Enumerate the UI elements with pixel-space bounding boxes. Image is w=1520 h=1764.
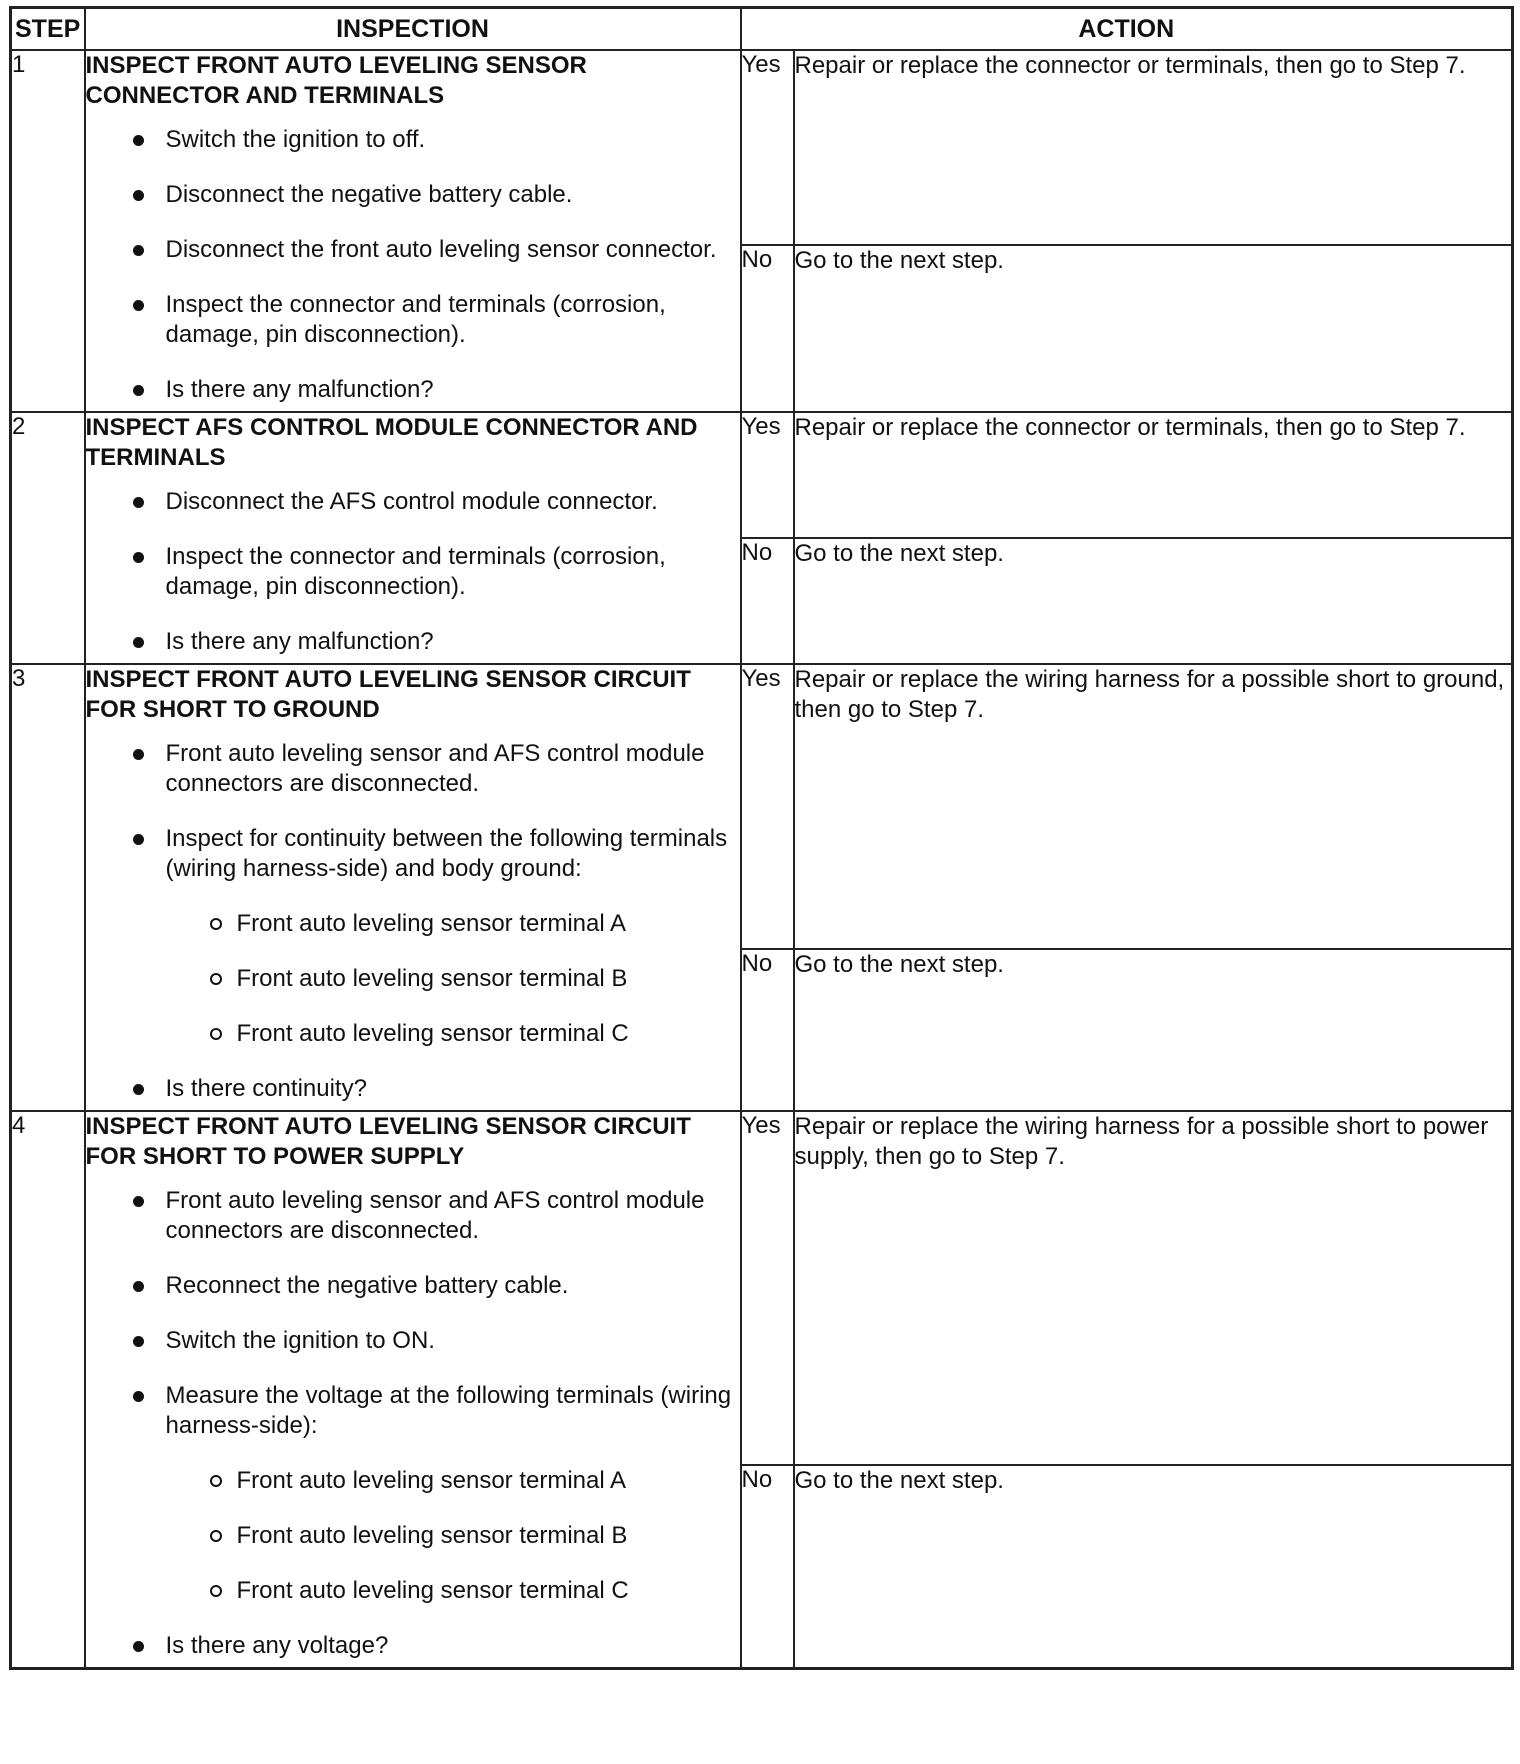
bullet-text: Inspect for continuity between the following terminals (wiring harness-side) and body ground: bbox=[165, 825, 728, 882]
yes-action: Repair or replace the wiring harness for a possible short to ground, then go to Step 7. bbox=[794, 664, 1513, 949]
bullet-item: Disconnect the negative battery cable. bbox=[86, 180, 740, 210]
bullet-item: Is there any malfunction? bbox=[86, 627, 740, 657]
step-4-inspection bbox=[85, 1111, 741, 1669]
step-bullet-list bbox=[86, 739, 740, 1104]
no-action: Go to the next step. bbox=[794, 949, 1513, 1111]
step-title: INSPECT FRONT AUTO LEVELING SENSOR CONNECTOR AND TERMINALS bbox=[85, 52, 587, 109]
bullet-item: Is there any voltage? bbox=[86, 1631, 740, 1661]
sub-item: Front auto leveling sensor terminal B bbox=[164, 1521, 740, 1551]
step-bullet-list bbox=[86, 125, 740, 405]
yes-action: Repair or replace the connector or terminals, then go to Step 7. bbox=[794, 412, 1513, 538]
terminal-sub-list bbox=[166, 1466, 740, 1606]
bullet-item: Disconnect the AFS control module connector. bbox=[86, 487, 740, 517]
yes-label: Yes bbox=[741, 50, 794, 245]
no-label: No bbox=[741, 1465, 794, 1669]
yes-label: Yes bbox=[741, 664, 794, 949]
yes-action: Repair or replace the wiring harness for a possible short to power supply, then go to Step 7. bbox=[794, 1111, 1513, 1465]
sub-item: Front auto leveling sensor terminal B bbox=[164, 964, 740, 994]
step-bullet-list bbox=[86, 487, 740, 657]
bullet-item: Switch the ignition to ON. bbox=[86, 1326, 740, 1356]
step-title: INSPECT AFS CONTROL MODULE CONNECTOR AND TERMINALS bbox=[85, 414, 698, 471]
diagnostic-table bbox=[9, 6, 1514, 1670]
step-3-yes-row bbox=[11, 664, 1513, 949]
step-4-yes-row bbox=[11, 1111, 1513, 1465]
step-title: INSPECT FRONT AUTO LEVELING SENSOR CIRCUIT FOR SHORT TO GROUND bbox=[85, 666, 691, 723]
no-label: No bbox=[741, 949, 794, 1111]
bullet-item: Inspect the connector and terminals (corrosion, damage, pin disconnection). bbox=[86, 542, 740, 602]
step-title: INSPECT FRONT AUTO LEVELING SENSOR CIRCUIT FOR SHORT TO POWER SUPPLY bbox=[85, 1113, 691, 1170]
sub-item: Front auto leveling sensor terminal C bbox=[164, 1019, 740, 1049]
no-action: Go to the next step. bbox=[794, 1465, 1513, 1669]
step-number: 2 bbox=[11, 412, 85, 664]
sub-item: Front auto leveling sensor terminal A bbox=[164, 1466, 740, 1496]
bullet-item bbox=[86, 824, 740, 1049]
step-1-inspection bbox=[85, 50, 741, 412]
yes-label: Yes bbox=[741, 1111, 794, 1465]
step-3-inspection bbox=[85, 664, 741, 1111]
step-2-inspection bbox=[85, 412, 741, 664]
no-action: Go to the next step. bbox=[794, 245, 1513, 412]
inspection-column-header: INSPECTION bbox=[85, 8, 741, 51]
step-number: 4 bbox=[11, 1111, 85, 1669]
step-column-header: STEP bbox=[11, 8, 85, 51]
yes-label: Yes bbox=[741, 412, 794, 538]
bullet-item: Inspect the connector and terminals (corrosion, damage, pin disconnection). bbox=[86, 290, 740, 350]
bullet-item: Reconnect the negative battery cable. bbox=[86, 1271, 740, 1301]
yes-action: Repair or replace the connector or terminals, then go to Step 7. bbox=[794, 50, 1513, 245]
terminal-sub-list bbox=[166, 909, 740, 1049]
no-label: No bbox=[741, 245, 794, 412]
bullet-item: Front auto leveling sensor and AFS control module connectors are disconnected. bbox=[86, 1186, 740, 1246]
action-column-header: ACTION bbox=[741, 8, 1513, 51]
no-action: Go to the next step. bbox=[794, 538, 1513, 664]
bullet-item: Front auto leveling sensor and AFS control module connectors are disconnected. bbox=[86, 739, 740, 799]
bullet-item: Is there any malfunction? bbox=[86, 375, 740, 405]
bullet-item: Disconnect the front auto leveling sensor connector. bbox=[86, 235, 740, 265]
step-number: 1 bbox=[11, 50, 85, 412]
no-label: No bbox=[741, 538, 794, 664]
bullet-item: Switch the ignition to off. bbox=[86, 125, 740, 155]
bullet-item bbox=[86, 1381, 740, 1606]
sub-item: Front auto leveling sensor terminal A bbox=[164, 909, 740, 939]
bullet-text: Measure the voltage at the following terminals (wiring harness-side): bbox=[165, 1382, 732, 1439]
step-1-yes-row bbox=[11, 50, 1513, 245]
table-header-row bbox=[11, 8, 1513, 51]
step-bullet-list bbox=[86, 1186, 740, 1661]
bullet-item: Is there continuity? bbox=[86, 1074, 740, 1104]
sub-item: Front auto leveling sensor terminal C bbox=[164, 1576, 740, 1606]
step-number: 3 bbox=[11, 664, 85, 1111]
step-2-yes-row bbox=[11, 412, 1513, 538]
